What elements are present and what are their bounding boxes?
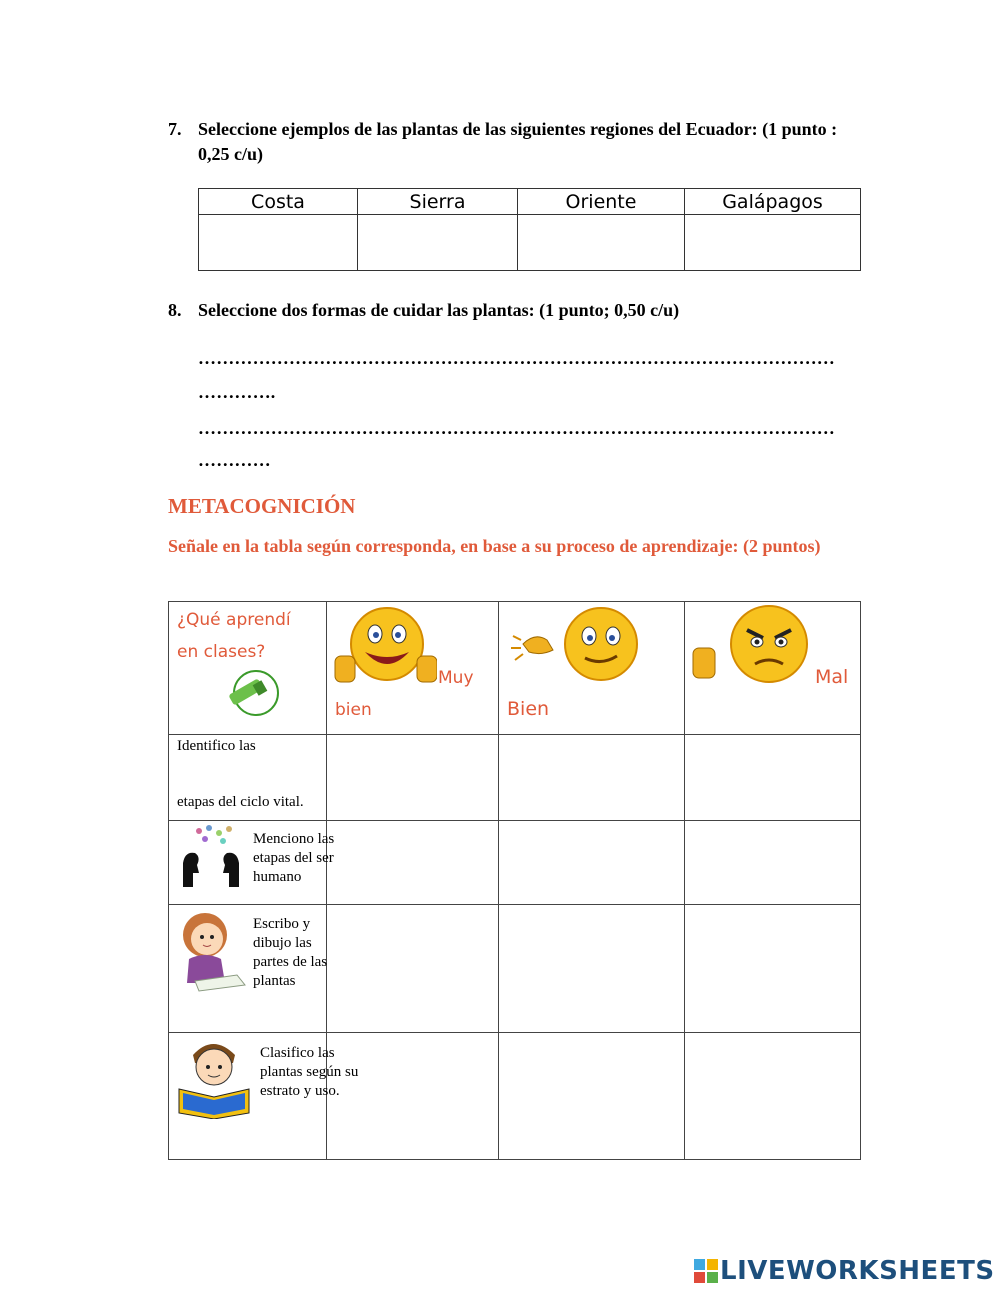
rating-checkbox-muy-bien[interactable]	[327, 905, 499, 1033]
liveworksheets-logo	[694, 1256, 995, 1286]
question-8-number: 8.	[168, 300, 182, 320]
rating-checkbox-muy-bien[interactable]	[327, 735, 499, 821]
answer-line-1[interactable]: ……………………………………………………………………………………………	[198, 348, 835, 368]
metacognition-instructions: Señale en la tabla según corresponda, en base a su proceso de aprendizaje: (2 puntos)	[168, 536, 821, 556]
rating-checkbox-bien[interactable]	[499, 821, 685, 905]
question-8-text: Seleccione dos formas de cuidar las plantas: (1 punto; 0,50 c/u)	[198, 300, 680, 320]
rating-mal-cell	[685, 602, 861, 735]
question-7-text: Seleccione ejemplos de las plantas de las siguientes regiones del Ecuador: (1 punto : 0,25 c/u)	[198, 119, 838, 164]
rating-checkbox-mal[interactable]	[685, 821, 861, 905]
table-row	[169, 735, 861, 821]
skill-cell	[169, 905, 327, 1033]
metacognition-table	[168, 601, 861, 1160]
question-7-number: 7.	[168, 119, 182, 139]
waving-smiley-icon	[509, 606, 639, 688]
boy-reading-icon	[177, 1033, 253, 1119]
region-oriente-header: Oriente	[518, 189, 685, 215]
rating-bien-label: Bien	[507, 698, 550, 720]
region-galapagos-header: Galápagos	[685, 189, 861, 215]
highlighter-icon	[225, 668, 281, 718]
skill-cell	[169, 1033, 359, 1160]
rating-checkbox-bien[interactable]	[499, 1033, 685, 1160]
answer-line-2[interactable]: ……………………………………………………………………………………………	[198, 418, 835, 438]
table-row	[169, 821, 861, 905]
answer-cell-costa[interactable]	[199, 215, 358, 271]
answer-cell-sierra[interactable]	[358, 215, 518, 271]
skill-text: Escribo y dibujo las partes de las plantas	[253, 916, 328, 989]
answer-cell-galapagos[interactable]	[685, 215, 861, 271]
logo-text: LIVEWORKSHEETS	[720, 1256, 995, 1286]
answer-cell-oriente[interactable]	[518, 215, 685, 271]
girl-writing-icon	[175, 909, 251, 993]
rating-checkbox-mal[interactable]	[685, 905, 861, 1033]
rating-muy-bien-cell	[327, 602, 499, 735]
skill-cell	[169, 735, 327, 821]
region-sierra-header: Sierra	[358, 189, 518, 215]
rating-mal-label: Mal	[815, 666, 849, 688]
skill-text: Menciono las etapas del ser humano	[253, 831, 335, 885]
answer-line-2-end[interactable]: …………	[198, 450, 271, 470]
metacognition-title: METACOGNICIÓN	[168, 494, 356, 518]
rating-checkbox-muy-bien[interactable]	[327, 1033, 499, 1160]
skill-line-1: Identifico las	[177, 738, 256, 754]
header-question-label: ¿Qué aprendí en clases?	[177, 610, 291, 662]
rating-checkbox-bien[interactable]	[499, 905, 685, 1033]
rating-checkbox-muy-bien[interactable]	[327, 821, 499, 905]
logo-blocks-icon	[694, 1259, 718, 1283]
talking-heads-icon	[179, 823, 243, 889]
region-costa-header: Costa	[199, 189, 358, 215]
rating-checkbox-mal[interactable]	[685, 735, 861, 821]
skill-line-2: etapas del ciclo vital.	[177, 794, 304, 810]
thumbs-up-smiley-icon	[333, 604, 437, 688]
rating-muy-label: Muy	[438, 668, 474, 688]
regions-table	[198, 188, 861, 271]
skill-text: Clasifico las plantas según su estrato y uso.	[260, 1045, 359, 1099]
answer-line-1-end[interactable]: ………….	[198, 382, 276, 402]
rating-checkbox-mal[interactable]	[685, 1033, 861, 1160]
rating-bien-tail-label: bien	[335, 700, 372, 720]
rating-bien-cell	[499, 602, 685, 735]
skill-cell	[169, 821, 335, 905]
header-question-cell	[169, 602, 327, 735]
table-row	[169, 1033, 861, 1160]
thumbs-down-angry-smiley-icon	[691, 604, 811, 690]
table-row	[169, 905, 861, 1033]
rating-checkbox-bien[interactable]	[499, 735, 685, 821]
